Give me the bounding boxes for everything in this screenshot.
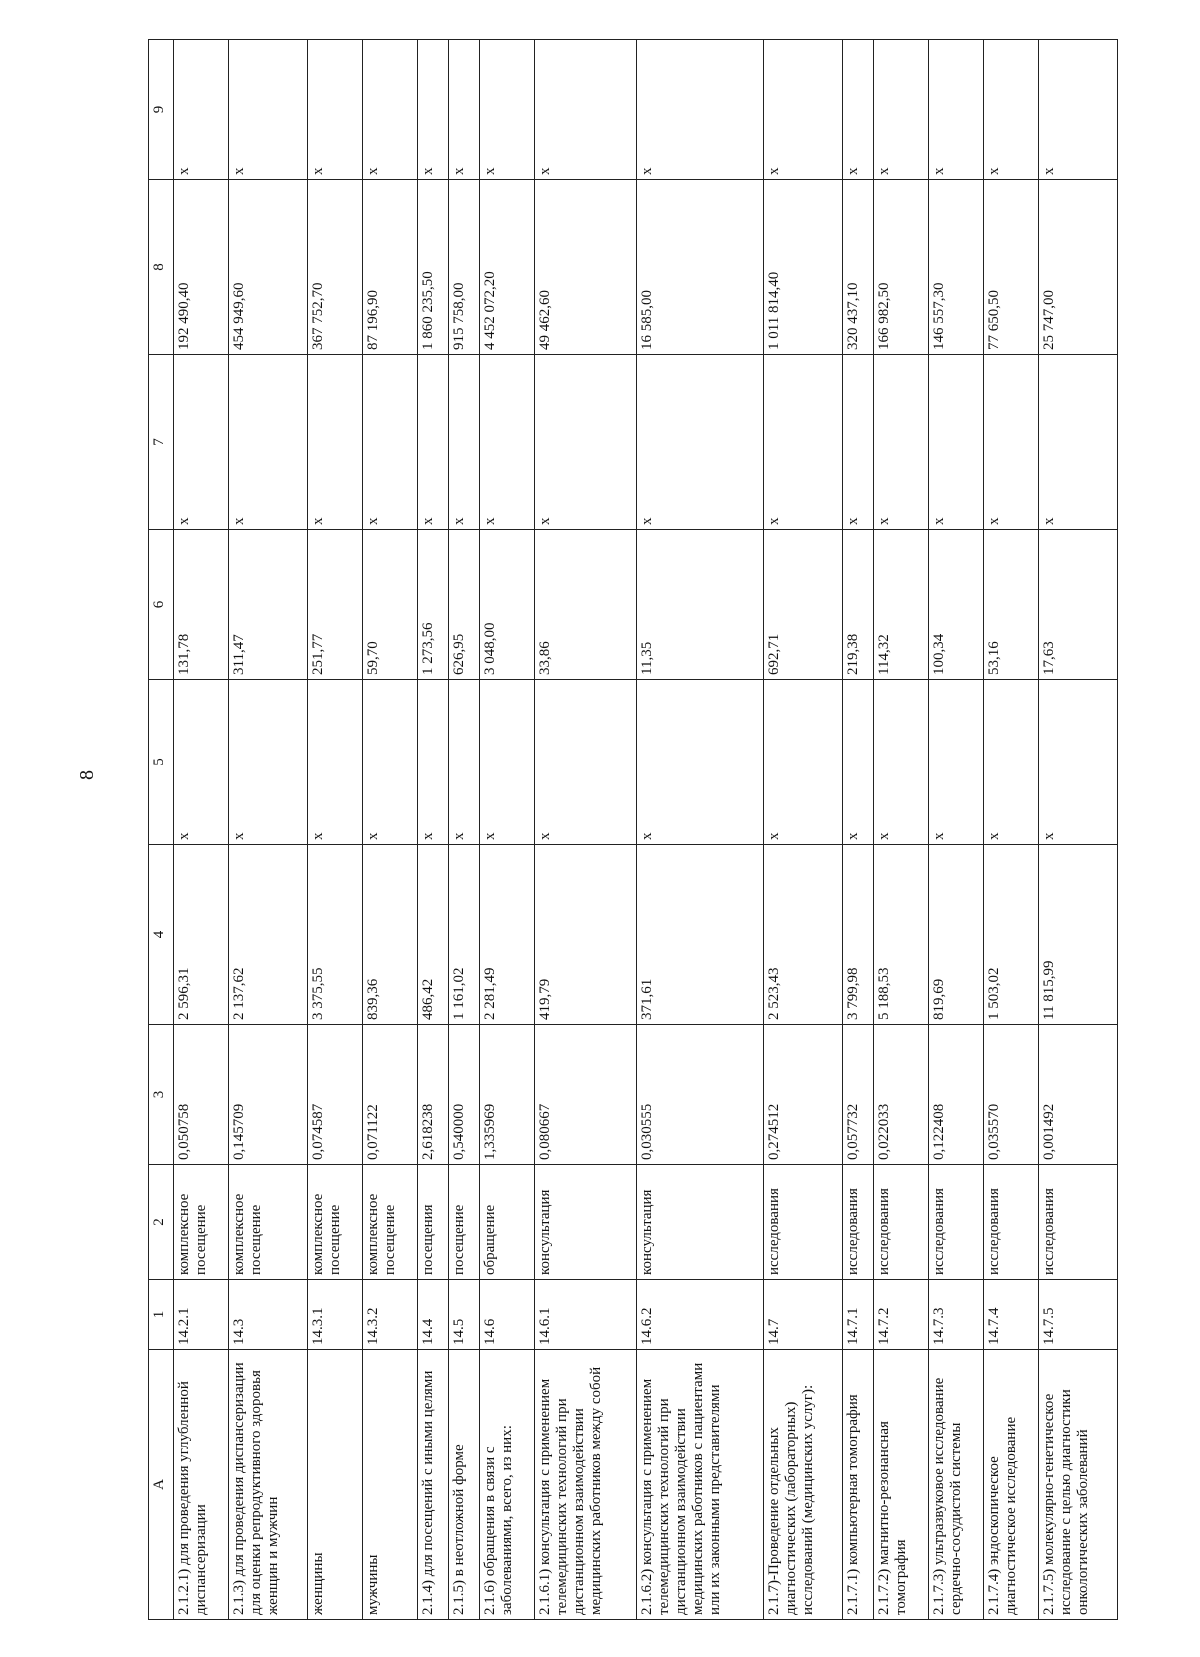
header-row (149, 40, 174, 1620)
table-row (843, 40, 874, 1620)
row-col9: x (307, 40, 362, 180)
row-col4: 3 799,98 (843, 845, 874, 1025)
table-row (764, 40, 843, 1620)
row-col3: 0,080667 (534, 1025, 637, 1165)
row-col6: 114,32 (874, 530, 929, 680)
table-row (417, 40, 448, 1620)
row-col6: 59,70 (362, 530, 417, 680)
row-col8: 915 758,00 (448, 180, 479, 355)
row-col6: 626,95 (448, 530, 479, 680)
table-row (637, 40, 764, 1620)
row-col7: x (534, 355, 637, 530)
row-col9: x (764, 40, 843, 180)
row-unit: исследования (929, 1165, 984, 1280)
row-col7: x (843, 355, 874, 530)
table-row (174, 40, 229, 1620)
row-col4: 11 815,99 (1038, 845, 1117, 1025)
header-cell-8: 8 (149, 180, 174, 355)
row-col7: x (228, 355, 307, 530)
table-row (362, 40, 417, 1620)
row-col5: x (843, 680, 874, 845)
row-unit: исследования (984, 1165, 1039, 1280)
row-code: 14.6 (479, 1280, 534, 1350)
table-row (307, 40, 362, 1620)
row-code: 14.3 (228, 1280, 307, 1350)
row-col5: x (417, 680, 448, 845)
header-cell-1: 1 (149, 1280, 174, 1350)
row-code: 14.7.4 (984, 1280, 1039, 1350)
row-col4: 2 596,31 (174, 845, 229, 1025)
row-col3: 0,145709 (228, 1025, 307, 1165)
table-row (534, 40, 637, 1620)
row-unit: посещение (448, 1165, 479, 1280)
row-col3: 0,030555 (637, 1025, 764, 1165)
row-unit: исследования (843, 1165, 874, 1280)
row-col6: 100,34 (929, 530, 984, 680)
row-col7: x (1038, 355, 1117, 530)
row-code: 14.3.2 (362, 1280, 417, 1350)
row-unit: обращение (479, 1165, 534, 1280)
table-row (448, 40, 479, 1620)
row-col4: 2 281,49 (479, 845, 534, 1025)
row-col7: x (417, 355, 448, 530)
row-col3: 0,050758 (174, 1025, 229, 1165)
row-col6: 692,71 (764, 530, 843, 680)
row-col9: x (228, 40, 307, 180)
row-col6: 311,47 (228, 530, 307, 680)
row-name: 2.1.7.1) компьютерная томография (843, 1350, 874, 1620)
row-col6: 219,38 (843, 530, 874, 680)
row-unit: исследования (1038, 1165, 1117, 1280)
row-unit: исследования (874, 1165, 929, 1280)
row-unit: консультация (637, 1165, 764, 1280)
row-col7: x (764, 355, 843, 530)
row-col4: 2 523,43 (764, 845, 843, 1025)
row-col5: x (534, 680, 637, 845)
row-col9: x (984, 40, 1039, 180)
row-col7: x (874, 355, 929, 530)
row-col3: 0,071122 (362, 1025, 417, 1165)
row-unit: комплексное посещение (174, 1165, 229, 1280)
row-col5: x (362, 680, 417, 845)
row-code: 14.7.2 (874, 1280, 929, 1350)
row-col7: x (637, 355, 764, 530)
row-unit: комплексное посещение (228, 1165, 307, 1280)
row-col8: 454 949,60 (228, 180, 307, 355)
row-col4: 371,61 (637, 845, 764, 1025)
row-col7: x (362, 355, 417, 530)
row-col9: x (479, 40, 534, 180)
table-row (228, 40, 307, 1620)
row-col6: 3 048,00 (479, 530, 534, 680)
row-name: 2.1.7)-Проведение отдельных диагностических (лабораторных) исследований (медицинских услуг): (764, 1350, 843, 1620)
row-col6: 17,63 (1038, 530, 1117, 680)
header-cell-9: 9 (149, 40, 174, 180)
row-col3: 0,122408 (929, 1025, 984, 1165)
table-row (984, 40, 1039, 1620)
row-col8: 4 452 072,20 (479, 180, 534, 355)
row-unit: посещения (417, 1165, 448, 1280)
row-unit: консультация (534, 1165, 637, 1280)
row-col6: 53,16 (984, 530, 1039, 680)
row-col5: x (1038, 680, 1117, 845)
row-col7: x (984, 355, 1039, 530)
row-col7: x (479, 355, 534, 530)
row-col9: x (929, 40, 984, 180)
row-name: 2.1.7.2) магнитно-резонансная томография (874, 1350, 929, 1620)
row-col5: x (874, 680, 929, 845)
row-col9: x (534, 40, 637, 180)
row-col5: x (984, 680, 1039, 845)
row-col8: 1 860 235,50 (417, 180, 448, 355)
row-col3: 0,035570 (984, 1025, 1039, 1165)
row-col4: 1 503,02 (984, 845, 1039, 1025)
row-col3: 2,618238 (417, 1025, 448, 1165)
row-unit: комплексное посещение (307, 1165, 362, 1280)
header-cell-3: 3 (149, 1025, 174, 1165)
row-col3: 0,540000 (448, 1025, 479, 1165)
row-col6: 11,35 (637, 530, 764, 680)
row-unit: комплексное посещение (362, 1165, 417, 1280)
row-col4: 819,69 (929, 845, 984, 1025)
header-cell-2: 2 (149, 1165, 174, 1280)
row-name: 2.1.3) для проведения диспансеризации для оценки репродуктивного здоровья женщин и мужчин (228, 1350, 307, 1620)
row-col6: 33,86 (534, 530, 637, 680)
row-col6: 1 273,56 (417, 530, 448, 680)
row-code: 14.5 (448, 1280, 479, 1350)
row-name: 2.1.6.1) консультация с применением телемедицинских технологий при дистанционном взаимодействии медицинских работников между собой (534, 1350, 637, 1620)
row-code: 14.7.3 (929, 1280, 984, 1350)
row-col5: x (307, 680, 362, 845)
row-unit: исследования (764, 1165, 843, 1280)
row-col9: x (1038, 40, 1117, 180)
row-code: 14.7 (764, 1280, 843, 1350)
row-col4: 839,36 (362, 845, 417, 1025)
row-name: 2.1.4) для посещений с иными целями (417, 1350, 448, 1620)
row-col4: 2 137,62 (228, 845, 307, 1025)
row-col8: 16 585,00 (637, 180, 764, 355)
row-name: 2.1.6) обращения в связи с заболеваниями, всего, из них: (479, 1350, 534, 1620)
row-col8: 25 747,00 (1038, 180, 1117, 355)
row-col5: x (929, 680, 984, 845)
row-col4: 419,79 (534, 845, 637, 1025)
page-number: 8 (76, 770, 98, 780)
rotated-table-container (148, 40, 1118, 1620)
row-col7: x (929, 355, 984, 530)
header-cell-7: 7 (149, 355, 174, 530)
table-row (1038, 40, 1117, 1620)
row-col8: 87 196,90 (362, 180, 417, 355)
row-name: 2.1.5) в неотложной форме (448, 1350, 479, 1620)
row-col5: x (637, 680, 764, 845)
row-code: 14.3.1 (307, 1280, 362, 1350)
row-col9: x (417, 40, 448, 180)
row-col8: 367 752,70 (307, 180, 362, 355)
row-col5: x (764, 680, 843, 845)
header-cell-a: А (149, 1350, 174, 1620)
row-col8: 192 490,40 (174, 180, 229, 355)
row-col8: 320 437,10 (843, 180, 874, 355)
row-code: 14.6.2 (637, 1280, 764, 1350)
row-code: 14.2.1 (174, 1280, 229, 1350)
row-col3: 0,001492 (1038, 1025, 1117, 1165)
row-col8: 1 011 814,40 (764, 180, 843, 355)
row-col5: x (479, 680, 534, 845)
row-col3: 0,057732 (843, 1025, 874, 1165)
row-name: женщины (307, 1350, 362, 1620)
row-name: 2.1.7.4) эндоскопическое диагностическое исследование (984, 1350, 1039, 1620)
row-col9: x (637, 40, 764, 180)
row-name: 2.1.2.1) для проведения углубленной диспансеризации (174, 1350, 229, 1620)
row-col5: x (174, 680, 229, 845)
row-col8: 166 982,50 (874, 180, 929, 355)
row-col6: 251,77 (307, 530, 362, 680)
row-col4: 3 375,55 (307, 845, 362, 1025)
row-col8: 49 462,60 (534, 180, 637, 355)
row-name: 2.1.7.5) молекулярно-генетическое исследование с целью диагностики онкологических заболеваний (1038, 1350, 1117, 1620)
header-cell-6: 6 (149, 530, 174, 680)
row-col9: x (874, 40, 929, 180)
row-name: 2.1.7.3) ультразвуковое исследование сердечно-сосудистой системы (929, 1350, 984, 1620)
row-code: 14.6.1 (534, 1280, 637, 1350)
row-col4: 486,42 (417, 845, 448, 1025)
row-col3: 0,274512 (764, 1025, 843, 1165)
row-code: 14.4 (417, 1280, 448, 1350)
table-row (479, 40, 534, 1620)
row-code: 14.7.1 (843, 1280, 874, 1350)
table-row (874, 40, 929, 1620)
row-col9: x (362, 40, 417, 180)
row-code: 14.7.5 (1038, 1280, 1117, 1350)
data-table (148, 39, 1118, 1620)
row-col3: 0,022033 (874, 1025, 929, 1165)
row-col3: 1,335969 (479, 1025, 534, 1165)
header-cell-4: 4 (149, 845, 174, 1025)
row-col5: x (448, 680, 479, 845)
row-col4: 1 161,02 (448, 845, 479, 1025)
row-col7: x (307, 355, 362, 530)
table-row (929, 40, 984, 1620)
row-col5: x (228, 680, 307, 845)
row-col7: x (174, 355, 229, 530)
row-name: 2.1.6.2) консультация с применением телемедицинских технологий при дистанционном взаимодействии медицинских работников с пациентами или их законными представителями (637, 1350, 764, 1620)
row-col4: 5 188,53 (874, 845, 929, 1025)
row-col3: 0,074587 (307, 1025, 362, 1165)
row-col9: x (174, 40, 229, 180)
row-col8: 77 650,50 (984, 180, 1039, 355)
row-col6: 131,78 (174, 530, 229, 680)
header-cell-5: 5 (149, 680, 174, 845)
row-name: мужчины (362, 1350, 417, 1620)
row-col9: x (448, 40, 479, 180)
row-col7: x (448, 355, 479, 530)
row-col8: 146 557,30 (929, 180, 984, 355)
row-col9: x (843, 40, 874, 180)
